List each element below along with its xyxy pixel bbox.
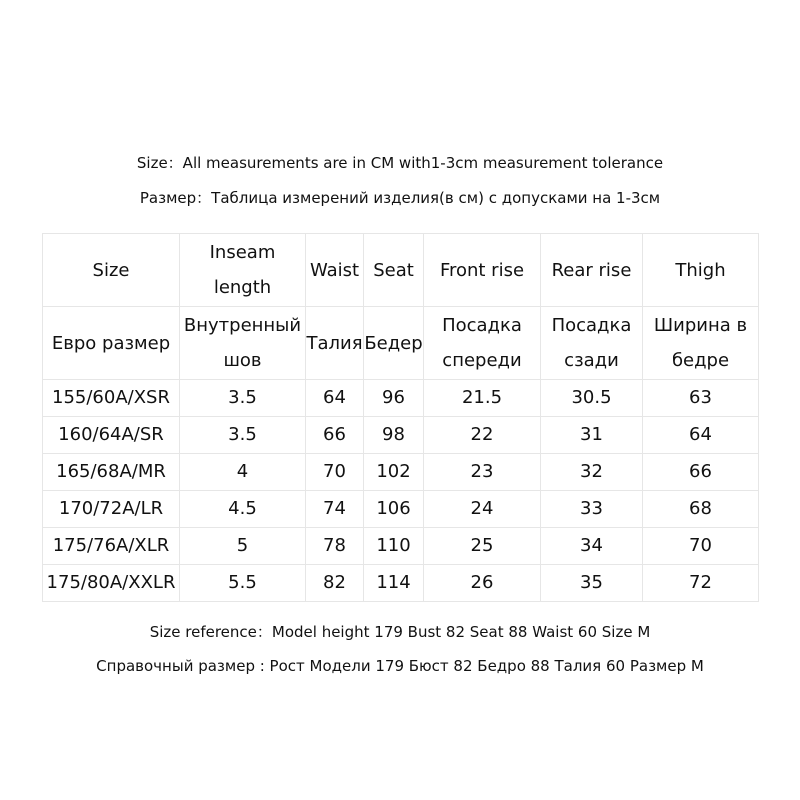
header-ru-waist: Талия	[306, 307, 364, 380]
cell-inseam: 4.5	[180, 491, 306, 528]
cell-rear-rise: 32	[541, 454, 643, 491]
header-waist: Waist	[306, 234, 364, 307]
cell-rear-rise: 33	[541, 491, 643, 528]
cell-size: 160/64A/SR	[43, 417, 180, 454]
cell-rear-rise: 30.5	[541, 380, 643, 417]
cell-waist: 74	[306, 491, 364, 528]
header-thigh: Thigh	[643, 234, 759, 307]
size-chart-table	[42, 233, 759, 602]
header-row-en	[43, 234, 759, 307]
header-rear-rise: Rear rise	[541, 234, 643, 307]
cell-inseam: 3.5	[180, 380, 306, 417]
cell-thigh: 66	[643, 454, 759, 491]
table-row	[43, 565, 759, 602]
header-ru-front-rise	[424, 307, 541, 380]
header-front-rise: Front rise	[424, 234, 541, 307]
cell-thigh: 63	[643, 380, 759, 417]
header-inseam-line2: length	[213, 277, 272, 298]
cell-front-rise: 26	[424, 565, 541, 602]
table-row	[43, 454, 759, 491]
cell-seat: 96	[364, 380, 424, 417]
cell-size: 175/80A/XXLR	[43, 565, 180, 602]
cell-rear-rise: 31	[541, 417, 643, 454]
cell-size: 170/72A/LR	[43, 491, 180, 528]
tolerance-note-en: Size：All measurements are in CM with1-3cm measurement tolerance	[136, 154, 664, 172]
cell-seat: 114	[364, 565, 424, 602]
cell-seat: 106	[364, 491, 424, 528]
cell-waist: 64	[306, 380, 364, 417]
header-ru-rear-rise	[541, 307, 643, 380]
header-ru-inseam-line2: шов	[223, 350, 262, 371]
cell-inseam: 5	[180, 528, 306, 565]
cell-seat: 98	[364, 417, 424, 454]
header-ru-rear-rise-line2: сзади	[564, 350, 619, 371]
cell-inseam: 5.5	[180, 565, 306, 602]
cell-front-rise: 24	[424, 491, 541, 528]
cell-front-rise: 25	[424, 528, 541, 565]
header-ru-thigh-line1: Ширина в	[653, 315, 748, 336]
cell-size: 175/76A/XLR	[43, 528, 180, 565]
cell-front-rise: 21.5	[424, 380, 541, 417]
size-reference-ru: Справочный размер : Рост Модели 179 Бюст 82 Бедро 88 Талия 60 Размер M	[96, 657, 704, 675]
cell-waist: 78	[306, 528, 364, 565]
header-row-ru	[43, 307, 759, 380]
tolerance-note-ru: Размер：Таблица измерений изделия(в см) с допусками на 1-3см	[139, 189, 661, 207]
header-inseam	[180, 234, 306, 307]
header-inseam-line1: Inseam	[209, 242, 276, 263]
header-ru-inseam	[180, 307, 306, 380]
table-row	[43, 417, 759, 454]
cell-front-rise: 23	[424, 454, 541, 491]
cell-rear-rise: 35	[541, 565, 643, 602]
cell-inseam: 3.5	[180, 417, 306, 454]
header-ru-size: Евро размер	[43, 307, 180, 380]
cell-rear-rise: 34	[541, 528, 643, 565]
header-ru-front-rise-line2: спереди	[442, 350, 522, 371]
header-ru-front-rise-line1: Посадка	[442, 315, 522, 336]
cell-size: 165/68A/MR	[43, 454, 180, 491]
header-size: Size	[43, 234, 180, 307]
cell-size: 155/60A/XSR	[43, 380, 180, 417]
cell-thigh: 68	[643, 491, 759, 528]
cell-thigh: 72	[643, 565, 759, 602]
cell-seat: 102	[364, 454, 424, 491]
cell-waist: 70	[306, 454, 364, 491]
cell-waist: 66	[306, 417, 364, 454]
cell-thigh: 70	[643, 528, 759, 565]
cell-seat: 110	[364, 528, 424, 565]
table-row	[43, 380, 759, 417]
header-ru-thigh	[643, 307, 759, 380]
header-seat: Seat	[364, 234, 424, 307]
table-row	[43, 528, 759, 565]
header-ru-rear-rise-line1: Посадка	[551, 315, 632, 336]
cell-waist: 82	[306, 565, 364, 602]
cell-front-rise: 22	[424, 417, 541, 454]
cell-thigh: 64	[643, 417, 759, 454]
size-reference-en: Size reference：Model height 179 Bust 82 Seat 88 Waist 60 Size M	[149, 623, 651, 641]
header-ru-thigh-line2: бедре	[671, 350, 730, 371]
cell-inseam: 4	[180, 454, 306, 491]
table-row	[43, 491, 759, 528]
header-ru-seat: Бедер	[364, 307, 424, 380]
header-ru-inseam-line1: Внутренный	[183, 315, 302, 336]
